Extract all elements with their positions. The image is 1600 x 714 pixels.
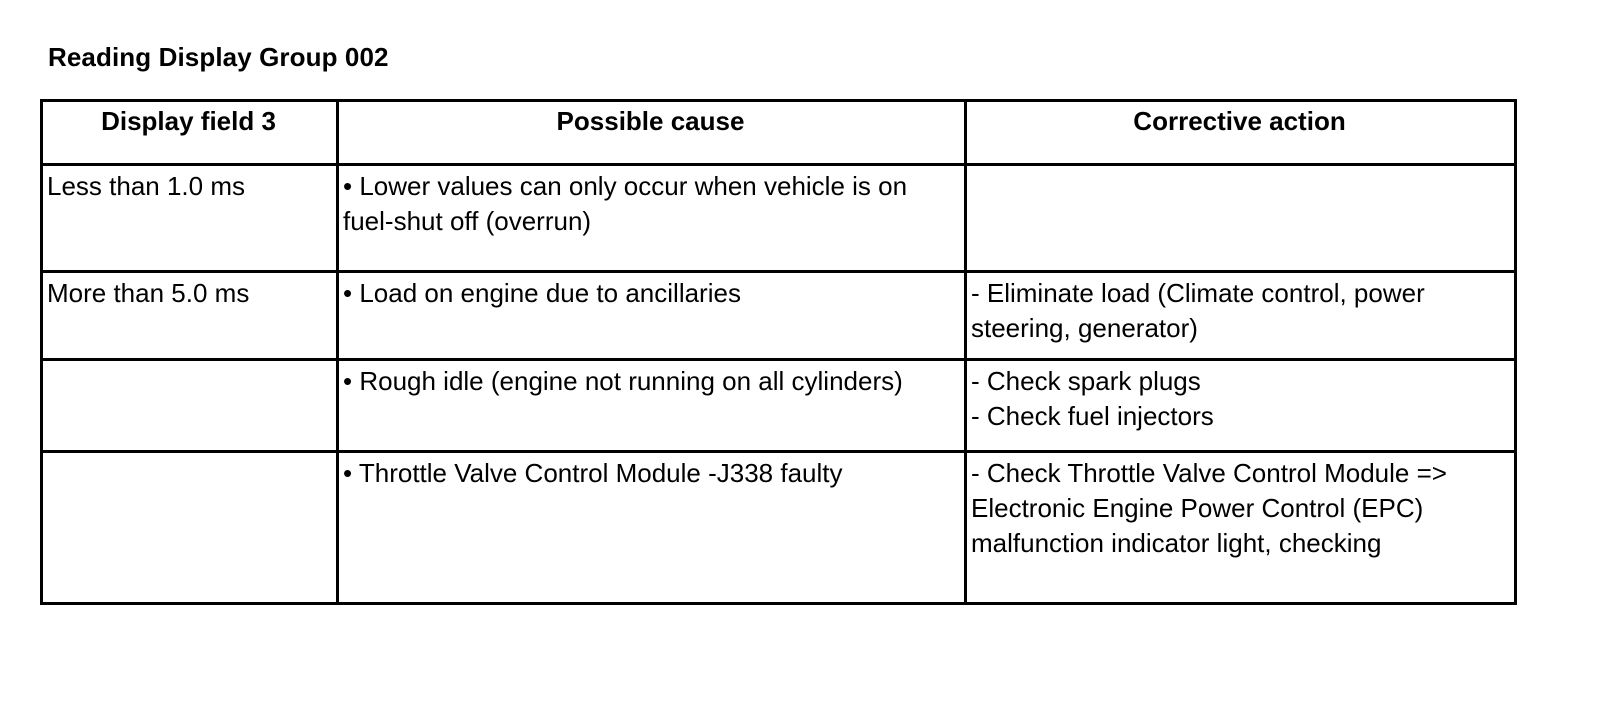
possible-cause-cell: • Lower values can only occur when vehicle is on fuel-shut off (overrun) (338, 165, 966, 272)
table-row (42, 165, 1516, 272)
table-header-row (42, 101, 1516, 165)
display-field-cell (42, 452, 338, 604)
header-corrective-action: Corrective action (966, 101, 1516, 165)
corrective-action-cell (966, 272, 1516, 360)
corrective-action-cell (966, 360, 1516, 452)
possible-cause-cell: • Load on engine due to ancillaries (338, 272, 966, 360)
display-field-cell: Less than 1.0 ms (42, 165, 338, 272)
corrective-action-cell (966, 165, 1516, 272)
display-field-cell (42, 360, 338, 452)
header-display-field: Display field 3 (42, 101, 338, 165)
corrective-action-cell (966, 452, 1516, 604)
header-possible-cause: Possible cause (338, 101, 966, 165)
corrective-action-line: - Check spark plugs (971, 366, 1201, 396)
display-field-cell: More than 5.0 ms (42, 272, 338, 360)
possible-cause-cell: • Throttle Valve Control Module -J338 faulty (338, 452, 966, 604)
diagnostic-table (40, 99, 1517, 605)
table-row (42, 272, 1516, 360)
table-row (42, 360, 1516, 452)
corrective-action-line: - Check Throttle Valve Control Module => Electronic Engine Power Control (EPC) malfunction indicator light, checking (971, 458, 1455, 558)
corrective-action-line: - Check fuel injectors (971, 401, 1214, 431)
possible-cause-cell: • Rough idle (engine not running on all cylinders) (338, 360, 966, 452)
corrective-action-line: - Eliminate load (Climate control, power steering, generator) (971, 278, 1432, 343)
page-title: Reading Display Group 002 (48, 42, 389, 72)
table-row (42, 452, 1516, 604)
